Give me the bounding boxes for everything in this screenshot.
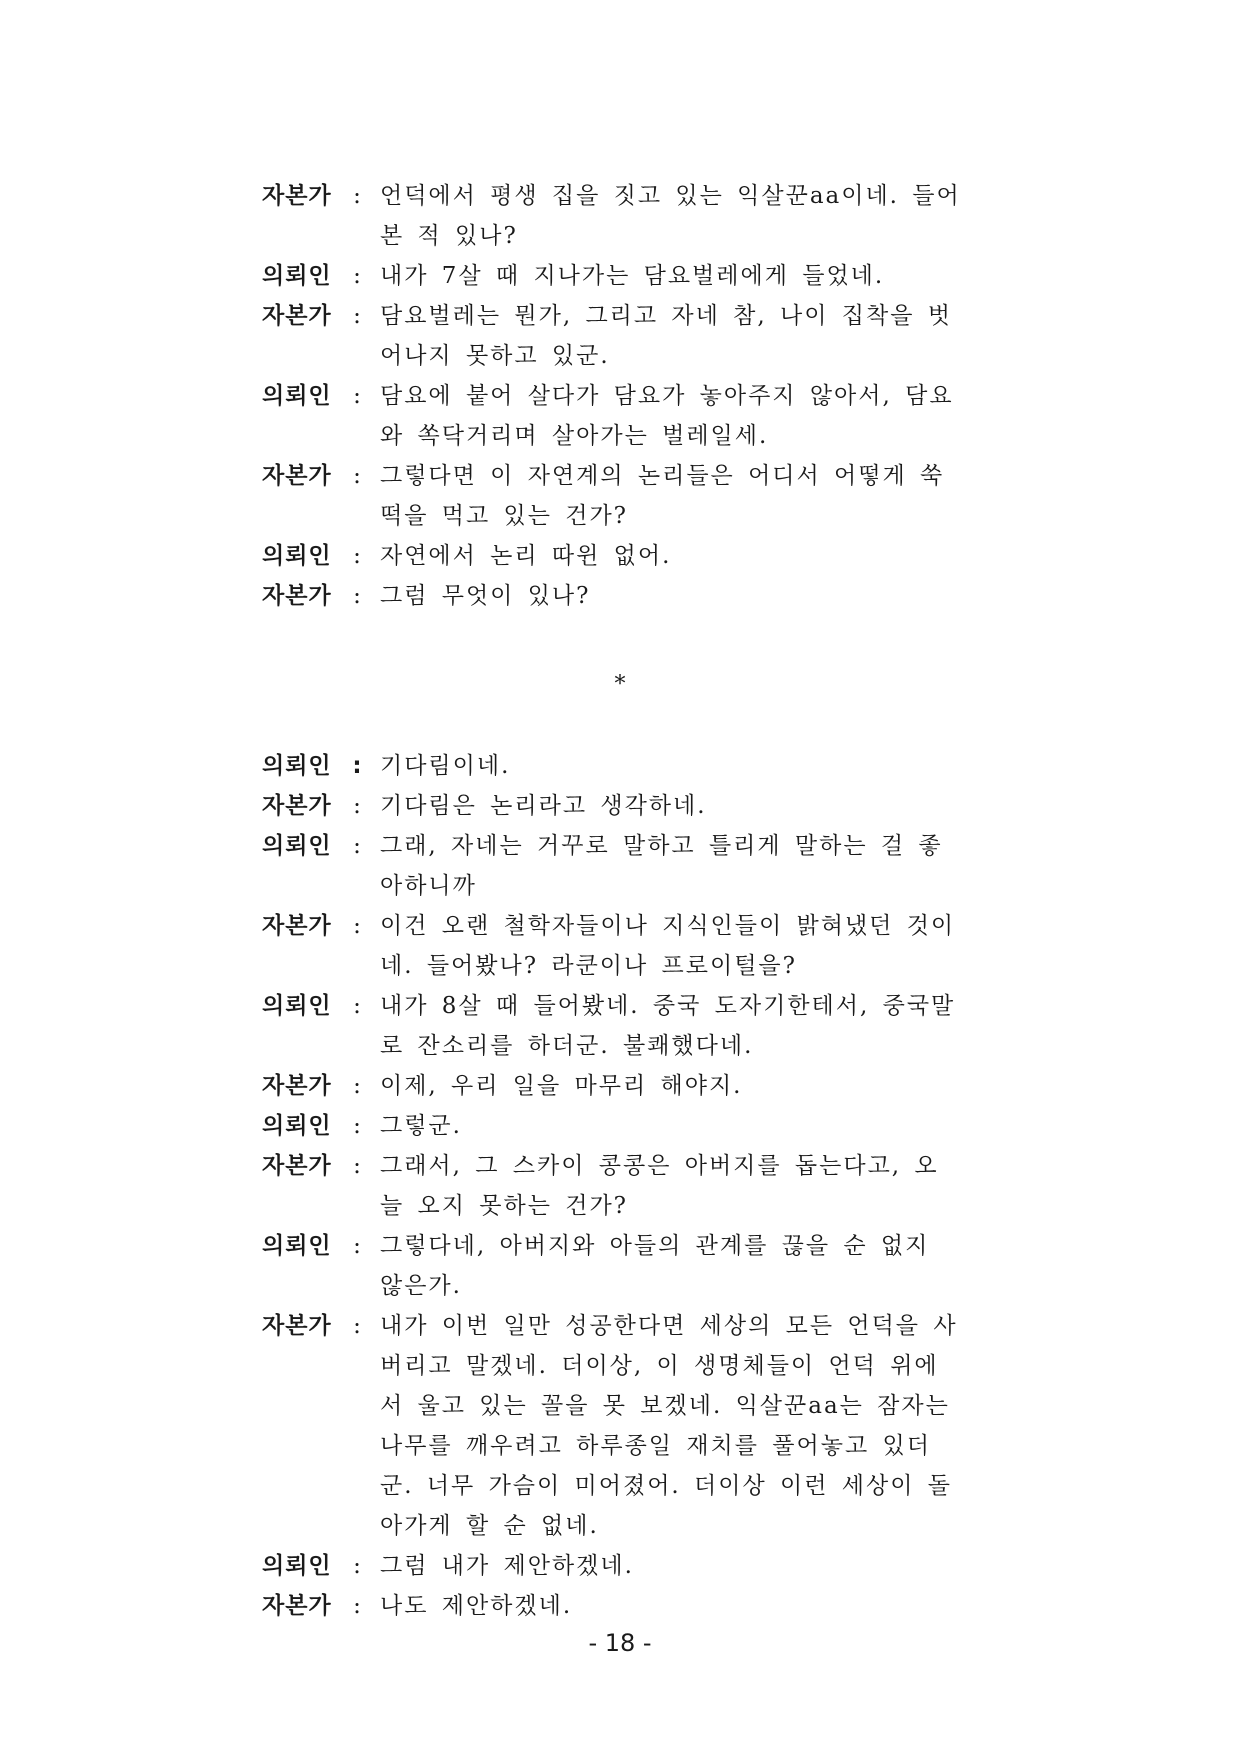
colon-separator: : (353, 1313, 361, 1339)
colon-separator: : (353, 543, 361, 569)
dialogue-text: 그렇다네, 아버지와 아들의 관계를 끊을 순 없지 않은가. (380, 1233, 930, 1299)
dialogue-text: 그래서, 그 스카이 콩콩은 아버지를 돕는다고, 오늘 오지 못하는 건가? (380, 1153, 939, 1219)
dialogue-text: 내가 7살 때 지나가는 담요벌레에게 들었네. (380, 263, 885, 289)
colon-separator: : (353, 1593, 361, 1619)
colon-separator: : (353, 463, 361, 489)
dialogue-text: 내가 이번 일만 성공한다면 세상의 모든 언덕을 사버리고 말겠네. 더이상, 이 생명체들이 언덕 위에서 울고 있는 꼴을 못 보겠네. 익살꾼aa는 잠자는 나무를 깨우려고 하루종일 재치를 풀어놓고 있더군. 너무 가슴이 미어졌어. 더이상 이런 세상이 돌아가게 할 순 없네. (380, 1313, 958, 1539)
speaker-label: 의뢰인 (262, 1233, 332, 1259)
speaker-label: 의뢰인 (262, 1113, 332, 1139)
dialogue-line (262, 1226, 962, 1306)
dialogue-text: 이건 오랜 철학자들이나 지식인들이 밝혀냈던 것이네. 들어봤나? 라쿤이나 프로이털을? (380, 913, 956, 979)
dialogue-text: 나도 제안하겠네. (380, 1593, 573, 1619)
colon-separator: : (353, 183, 361, 209)
speaker-label: 의뢰인 (262, 833, 332, 859)
colon-separator: : (353, 263, 361, 289)
dialogue-text: 그렇다면 이 자연계의 논리들은 어디서 어떻게 쑥떡을 먹고 있는 건가? (380, 463, 945, 529)
colon-separator: : (353, 913, 361, 939)
speaker-label: 자본가 (262, 1073, 332, 1099)
colon-separator: : (353, 1153, 361, 1179)
dialogue-line (262, 176, 962, 256)
dialogue-line (262, 746, 962, 786)
dialogue-text: 담요벌레는 뭔가, 그리고 자네 참, 나이 집착을 벗어나지 못하고 있군. (380, 303, 952, 369)
dialogue-text: 그럼 내가 제안하겠네. (380, 1553, 634, 1579)
speaker-label: 자본가 (262, 583, 332, 609)
dialogue-text: 내가 8살 때 들어봤네. 중국 도자기한테서, 중국말로 잔소리를 하더군. 불쾌했다네. (380, 993, 956, 1059)
dialogue-line (262, 1306, 962, 1546)
page-number: - 18 - (588, 1629, 652, 1657)
speaker-label: 의뢰인 (262, 263, 332, 289)
dialogue-text: 언덕에서 평생 집을 짓고 있는 익살꾼aa이네. 들어본 적 있나? (380, 183, 961, 249)
dialogue-line (262, 826, 962, 906)
dialogue-text: 기다림이네. (380, 753, 511, 779)
colon-separator: : (353, 303, 361, 329)
dialogue-text: 그렇군. (380, 1113, 462, 1139)
colon-separator: : (353, 583, 361, 609)
speaker-label: 의뢰인 (262, 1553, 332, 1579)
speaker-label: 자본가 (262, 1313, 332, 1339)
dialogue-line (262, 1146, 962, 1226)
dialogue-line (262, 1066, 962, 1106)
dialogue-text: 담요에 붙어 살다가 담요가 놓아주지 않아서, 담요와 쏙닥거리며 살아가는 벌레일세. (380, 383, 954, 449)
dialogue-text: 이제, 우리 일을 마무리 해야지. (380, 1073, 743, 1099)
dialogue-line (262, 1586, 962, 1626)
dialogue-line (262, 786, 962, 826)
speaker-label: 의뢰인 (262, 753, 332, 779)
dialogue-text: 자연에서 논리 따윈 없어. (380, 543, 672, 569)
speaker-label: 자본가 (262, 463, 332, 489)
colon-separator: : (352, 753, 362, 779)
dialogue-line (262, 256, 962, 296)
dialogue-text: 기다림은 논리라고 생각하네. (380, 793, 707, 819)
section-divider: * (614, 672, 626, 697)
dialogue-line (262, 986, 962, 1066)
dialogue-line (262, 376, 962, 456)
colon-separator: : (353, 1553, 361, 1579)
colon-separator: : (353, 793, 361, 819)
dialogue-line (262, 1546, 962, 1586)
colon-separator: : (353, 383, 361, 409)
dialogue-line (262, 906, 962, 986)
speaker-label: 자본가 (262, 1593, 332, 1619)
dialogue-line (262, 296, 962, 376)
colon-separator: : (353, 1233, 361, 1259)
dialogue-text: 그래, 자네는 거꾸로 말하고 틀리게 말하는 걸 좋아하니까 (380, 833, 943, 899)
colon-separator: : (353, 1113, 361, 1139)
speaker-label: 자본가 (262, 303, 332, 329)
speaker-label: 의뢰인 (262, 383, 332, 409)
dialogue-line (262, 456, 962, 536)
colon-separator: : (353, 833, 361, 859)
speaker-label: 의뢰인 (262, 993, 332, 1019)
dialogue-text: 그럼 무엇이 있나? (380, 583, 591, 609)
dialogue-section-1 (262, 176, 962, 616)
speaker-label: 자본가 (262, 793, 332, 819)
speaker-label: 자본가 (262, 1153, 332, 1179)
colon-separator: : (353, 1073, 361, 1099)
dialogue-line (262, 1106, 962, 1146)
speaker-label: 자본가 (262, 183, 332, 209)
speaker-label: 의뢰인 (262, 543, 332, 569)
dialogue-line (262, 576, 962, 616)
dialogue-line (262, 536, 962, 576)
speaker-label: 자본가 (262, 913, 332, 939)
dialogue-section-2 (262, 746, 962, 1626)
colon-separator: : (353, 993, 361, 1019)
